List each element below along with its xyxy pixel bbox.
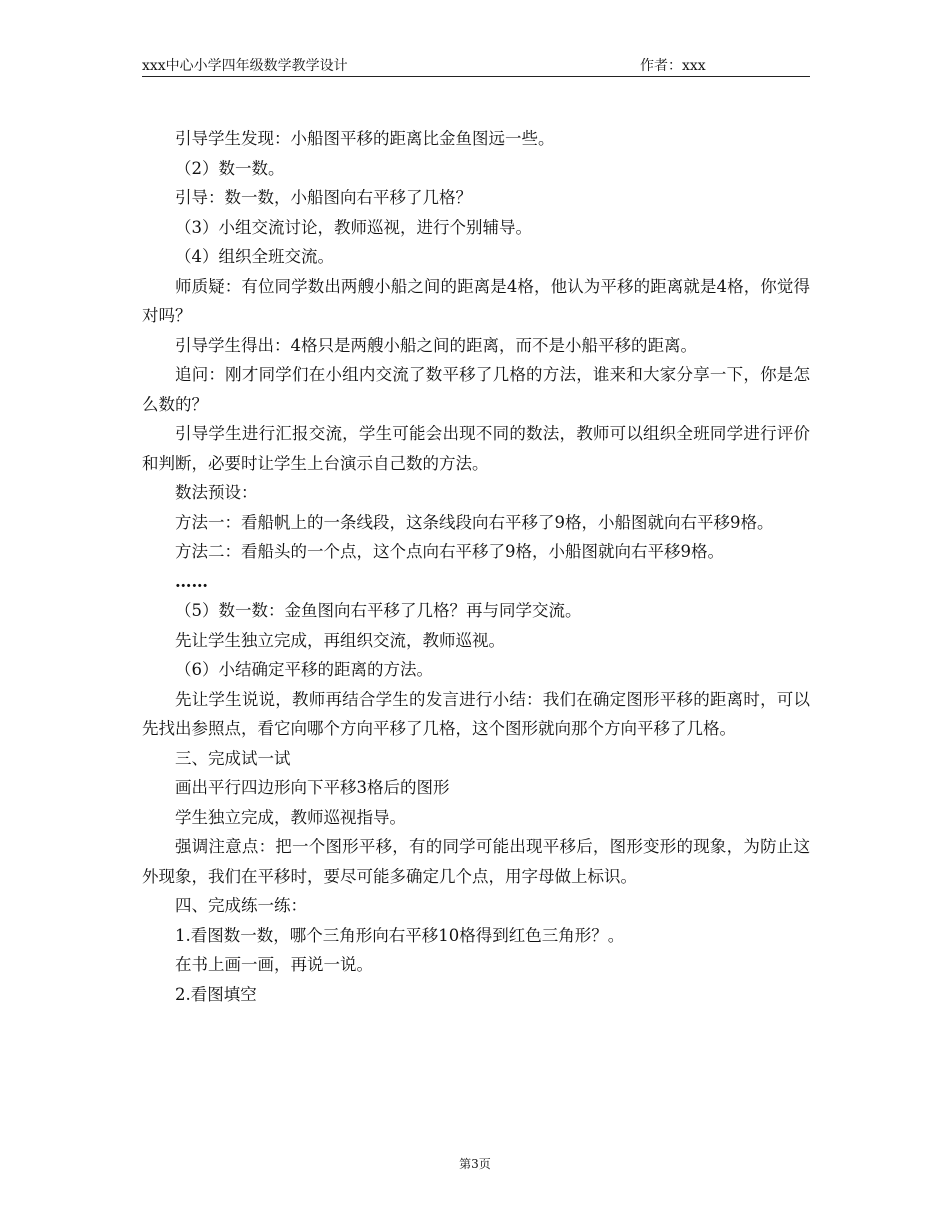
paragraph: 学生独立完成，教师巡视指导。 — [175, 807, 406, 827]
page-footer — [0, 1156, 950, 1172]
paragraph: 数法预设： — [175, 483, 258, 502]
paragraph: （6）小结确定平移的距离的方法。 — [175, 660, 433, 679]
ellipsis-paragraph: …… — [175, 571, 208, 591]
paragraph: （2）数一数。 — [175, 158, 285, 178]
paragraph: 引导学生进行汇报交流，学生可能会出现不同的数法，教师可以组织全班同学进行评价和判断，必要时让学生上台演示自己数的方法。 — [142, 424, 810, 473]
paragraph: 先让学生说说，教师再结合学生的发言进行小结：我们在确定图形平移的距离时，可以先找出参照点，看它向哪个方向平移了几格，这个图形就向那个方向平移了几格。 — [142, 689, 810, 738]
paragraph: 引导：数一数，小船图向右平移了几格？ — [175, 188, 472, 207]
page-header — [142, 56, 810, 77]
paragraph: 在书上画一画，再说一说。 — [175, 955, 373, 974]
paragraph: 方法二：看船头的一个点，这个点向右平移了9格，小船图就向右平移9格。 — [175, 542, 724, 561]
paragraph: 1.看图数一数，哪个三角形向右平移10格得到红色三角形？。 — [175, 925, 625, 945]
paragraph: 引导学生得出：4格只是两艘小船之间的距离，而不是小船平移的距离。 — [175, 335, 697, 355]
paragraph: 追问：刚才同学们在小组内交流了数平移了几格的方法，谁来和大家分享一下，你是怎么数的？ — [142, 365, 810, 414]
paragraph: 强调注意点：把一个图形平移，有的同学可能出现平移后，图形变形的现象，为防止这外现象，我们在平移时，要尽可能多确定几个点，用字母做上标识。 — [142, 837, 810, 886]
body-text — [142, 124, 810, 1009]
header-author: 作者：xxx — [640, 58, 706, 74]
page-number: 第3页 — [459, 1157, 491, 1171]
paragraph: （5）数一数：金鱼图向右平移了几格？再与同学交流。 — [175, 601, 582, 620]
paragraph: 画出平行四边形向下平移3格后的图形 — [175, 778, 450, 797]
paragraph: （4）组织全班交流。 — [175, 247, 334, 266]
paragraph: 引导学生发现：小船图平移的距离比金鱼图远一些。 — [175, 129, 555, 148]
section-heading: 三、完成试一试 — [175, 748, 291, 768]
paragraph: 2.看图填空 — [175, 984, 257, 1004]
header-title: xxx中心小学四年级数学教学设计 — [142, 58, 348, 74]
paragraph: 师质疑：有位同学数出两艘小船之间的距离是4格，他认为平移的距离就是4格，你觉得对吗？ — [142, 276, 810, 325]
section-heading: 四、完成练一练： — [175, 896, 307, 915]
paragraph: （3）小组交流讨论，教师巡视，进行个别辅导。 — [175, 217, 532, 237]
paragraph: 方法一：看船帆上的一条线段，这条线段向右平移了9格，小船图就向右平移9格。 — [175, 512, 774, 532]
paragraph: 先让学生独立完成，再组织交流，教师巡视。 — [175, 630, 505, 650]
